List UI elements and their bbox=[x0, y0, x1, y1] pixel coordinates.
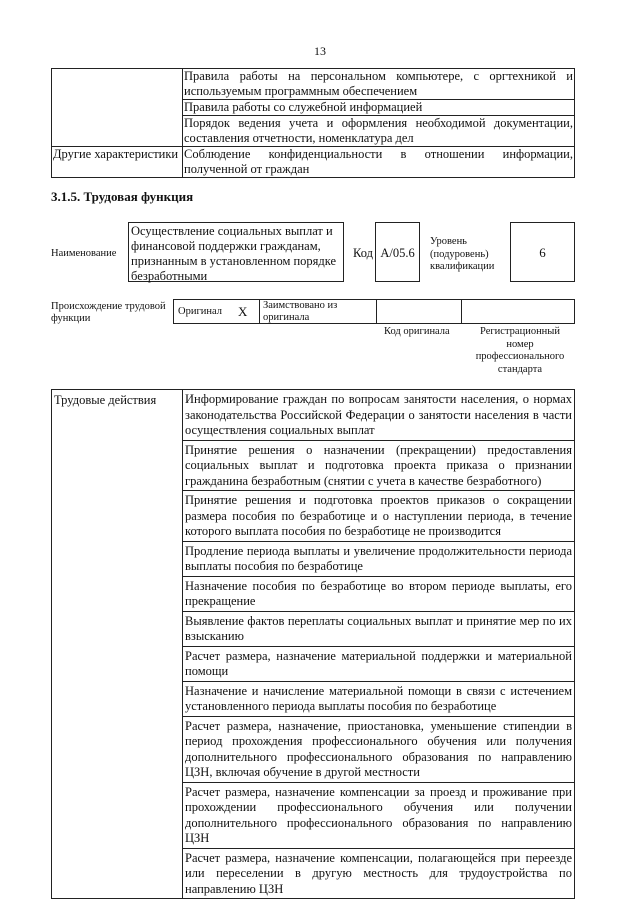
table-row bbox=[52, 147, 575, 178]
action-item: Информирование граждан по вопросам занятости населения, о нормах законодательства Российской Федерации о занятости населения в части осуществления социальных выплат bbox=[183, 390, 575, 441]
level-value: 6 bbox=[510, 222, 575, 282]
name-label: Наименование bbox=[51, 248, 117, 259]
section-title: 3.1.5. Трудовая функция bbox=[51, 189, 194, 204]
action-item: Назначение и начисление материальной помощи в связи с истечением установленного периода выплаты пособия по безработице bbox=[183, 681, 575, 716]
row-label: Другие характеристики bbox=[52, 147, 183, 178]
action-item: Расчет размера, назначение, приостановка, уменьшение стипендии в период прохождения профессионального обучения или получения дополнительного профессионального образования по направлению ЦЗН, включая обучение в другой местности bbox=[183, 716, 575, 782]
actions-label: Трудовые действия bbox=[52, 390, 183, 899]
borrowed-label: Заимствовано из оригинала bbox=[263, 300, 338, 323]
function-name: Осуществление социальных выплат и финансовой поддержки гражданам, признанным в установленном порядке безработными bbox=[128, 222, 344, 282]
divider bbox=[461, 299, 462, 324]
table-row bbox=[52, 390, 575, 441]
level-label: Уровень (подуровень) квалификации bbox=[430, 236, 495, 272]
requirements-table bbox=[51, 68, 575, 178]
action-item: Расчет размера, назначение материальной поддержки и материальной помощи bbox=[183, 646, 575, 681]
origin-box bbox=[173, 299, 575, 324]
row-text: Порядок ведения учета и оформления необходимой документации, составления отчетности, номенклатура дел bbox=[184, 116, 573, 145]
divider bbox=[376, 299, 377, 324]
page-number: 13 bbox=[314, 44, 326, 58]
row-label bbox=[52, 69, 183, 147]
origin-label: Происхождение трудовой функции bbox=[51, 301, 166, 324]
table-row bbox=[52, 69, 575, 100]
action-item: Продление периода выплаты и увеличение продолжительности периода выплаты пособия по безработице bbox=[183, 541, 575, 576]
original-label: Оригинал bbox=[178, 306, 222, 317]
reg-caption: Регистрационный номер профессионального стандарта bbox=[475, 326, 565, 375]
row-text: Правила работы со служебной информацией bbox=[183, 100, 575, 116]
action-item: Принятие решения о назначении (прекращении) предоставления социальных выплат и подготовка проекта приказа о признании гражданина безработным (снятии с учета в качестве безработного) bbox=[183, 440, 575, 491]
row-text: Правила работы на персональном компьютере, с оргтехникой и используемым программным обеспечением bbox=[184, 69, 573, 98]
code-label: Код bbox=[353, 246, 373, 260]
action-item: Расчет размера, назначение компенсации за проезд и проживание при прохождении профессионального обучения или получении дополнительного профессионального образования по направлению ЦЗН bbox=[183, 782, 575, 848]
original-mark: X bbox=[238, 304, 248, 319]
row-text: Соблюдение конфиденциальности в отношении информации, полученной от граждан bbox=[184, 147, 573, 176]
action-item: Принятие решения и подготовка проектов приказов о сокращении размера пособия по безработице и о наступлении периода, в течение которого выплата пособия по безработице не производится bbox=[183, 491, 575, 542]
code-caption: Код оригинала bbox=[384, 326, 450, 337]
function-code: А/05.6 bbox=[375, 222, 420, 282]
action-item: Расчет размера, назначение компенсации, полагающейся при переезде или переселении в другую местность для трудоустройства по направлению ЦЗН bbox=[183, 848, 575, 899]
actions-table bbox=[51, 389, 575, 899]
action-item: Выявление фактов переплаты социальных выплат и принятие мер по их взысканию bbox=[183, 611, 575, 646]
divider bbox=[259, 299, 260, 324]
action-item: Назначение пособия по безработице во втором периоде выплаты, его прекращение bbox=[183, 576, 575, 611]
